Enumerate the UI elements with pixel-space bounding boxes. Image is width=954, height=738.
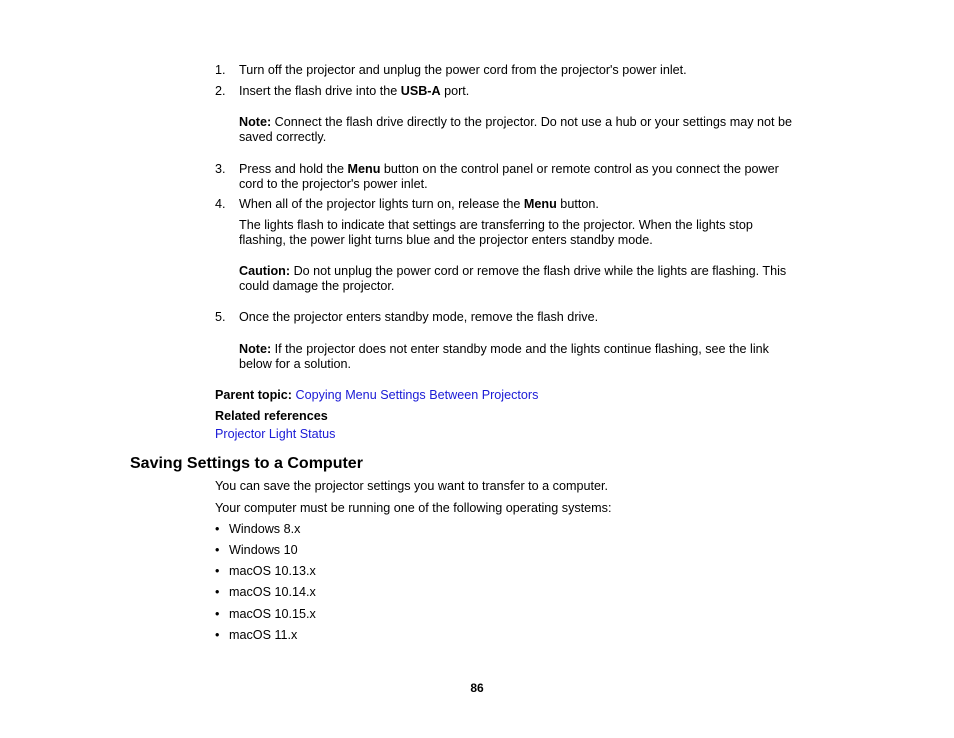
note-text-line-2: below for a solution. xyxy=(239,357,352,371)
caution-label: Caution: xyxy=(239,264,291,278)
related-references-heading xyxy=(215,409,328,424)
os-item: macOS 11.x xyxy=(229,628,298,642)
section-title: Saving Settings to a Computer xyxy=(130,455,363,472)
bullet-icon: • xyxy=(215,607,220,621)
projector-light-status-link[interactable]: Projector Light Status xyxy=(215,427,336,441)
parent-topic-label: Parent topic: xyxy=(215,388,292,402)
os-item: Windows 8.x xyxy=(229,522,301,536)
note-text: If the projector does not enter standby mode and the lights continue flashing, see the link xyxy=(271,342,769,356)
step-number-3: 3. xyxy=(215,162,226,176)
step-4-para-line-1: The lights flash to indicate that settings are transferring to the projector. When the lights stop xyxy=(239,218,753,232)
step-5-note xyxy=(239,342,829,372)
bullet-icon: • xyxy=(215,522,220,536)
step-3-line-2: cord to the projector's power inlet. xyxy=(239,177,428,191)
os-item: Windows 10 xyxy=(229,543,298,557)
step-2-text xyxy=(239,84,829,99)
note-label: Note: xyxy=(239,115,272,129)
related-reference-item xyxy=(215,427,335,442)
step-number-2: 2. xyxy=(215,84,226,98)
bullet-icon: • xyxy=(215,628,220,642)
step-3-post: button on the control panel or remote control as you connect the power xyxy=(380,162,779,176)
step-number-5: 5. xyxy=(215,310,226,324)
step-2-pre: Insert the flash drive into the xyxy=(239,84,401,98)
note-text: Connect the flash drive directly to the projector. Do not use a hub or your settings may not be xyxy=(271,115,793,129)
step-4-post: button. xyxy=(556,197,599,211)
bullet-icon: • xyxy=(215,543,220,557)
note-text-line-2: saved correctly. xyxy=(239,130,327,144)
caution-text: Do not unplug the power cord or remove the flash drive while the lights are flashing. This xyxy=(290,264,787,278)
step-2-note xyxy=(239,115,829,145)
related-references-label: Related references xyxy=(215,409,328,423)
usb-a-port-label: USB-A xyxy=(400,84,441,98)
step-4-paragraph xyxy=(239,218,829,248)
step-3-text xyxy=(239,162,829,192)
note-label: Note: xyxy=(239,342,272,356)
menu-button-label: Menu xyxy=(347,162,381,176)
step-5-text: Once the projector enters standby mode, remove the flash drive. xyxy=(239,310,599,324)
step-3-pre: Press and hold the xyxy=(239,162,348,176)
step-4-caution xyxy=(239,264,829,294)
os-item: macOS 10.15.x xyxy=(229,607,316,621)
step-2-post: port. xyxy=(440,84,470,98)
step-1-text: Turn off the projector and unplug the power cord from the projector's power inlet. xyxy=(239,63,687,77)
bullet-icon: • xyxy=(215,585,220,599)
step-4-para-line-2: flashing, the power light turns blue and the projector enters standby mode. xyxy=(239,233,653,247)
step-4-text xyxy=(239,197,829,212)
page-number: 86 xyxy=(470,681,484,695)
bullet-icon: • xyxy=(215,564,220,578)
os-item: macOS 10.14.x xyxy=(229,585,316,599)
parent-topic xyxy=(215,388,538,403)
os-item: macOS 10.13.x xyxy=(229,564,316,578)
section-requirement: Your computer must be running one of the following operating systems: xyxy=(215,501,612,515)
menu-button-label: Menu xyxy=(523,197,557,211)
caution-text-line-2: could damage the projector. xyxy=(239,279,395,293)
step-number-4: 4. xyxy=(215,197,226,211)
parent-topic-link[interactable]: Copying Menu Settings Between Projectors xyxy=(295,388,539,402)
step-4-pre: When all of the projector lights turn on, release the xyxy=(239,197,524,211)
section-intro: You can save the projector settings you want to transfer to a computer. xyxy=(215,479,608,493)
step-number-1: 1. xyxy=(215,63,226,77)
